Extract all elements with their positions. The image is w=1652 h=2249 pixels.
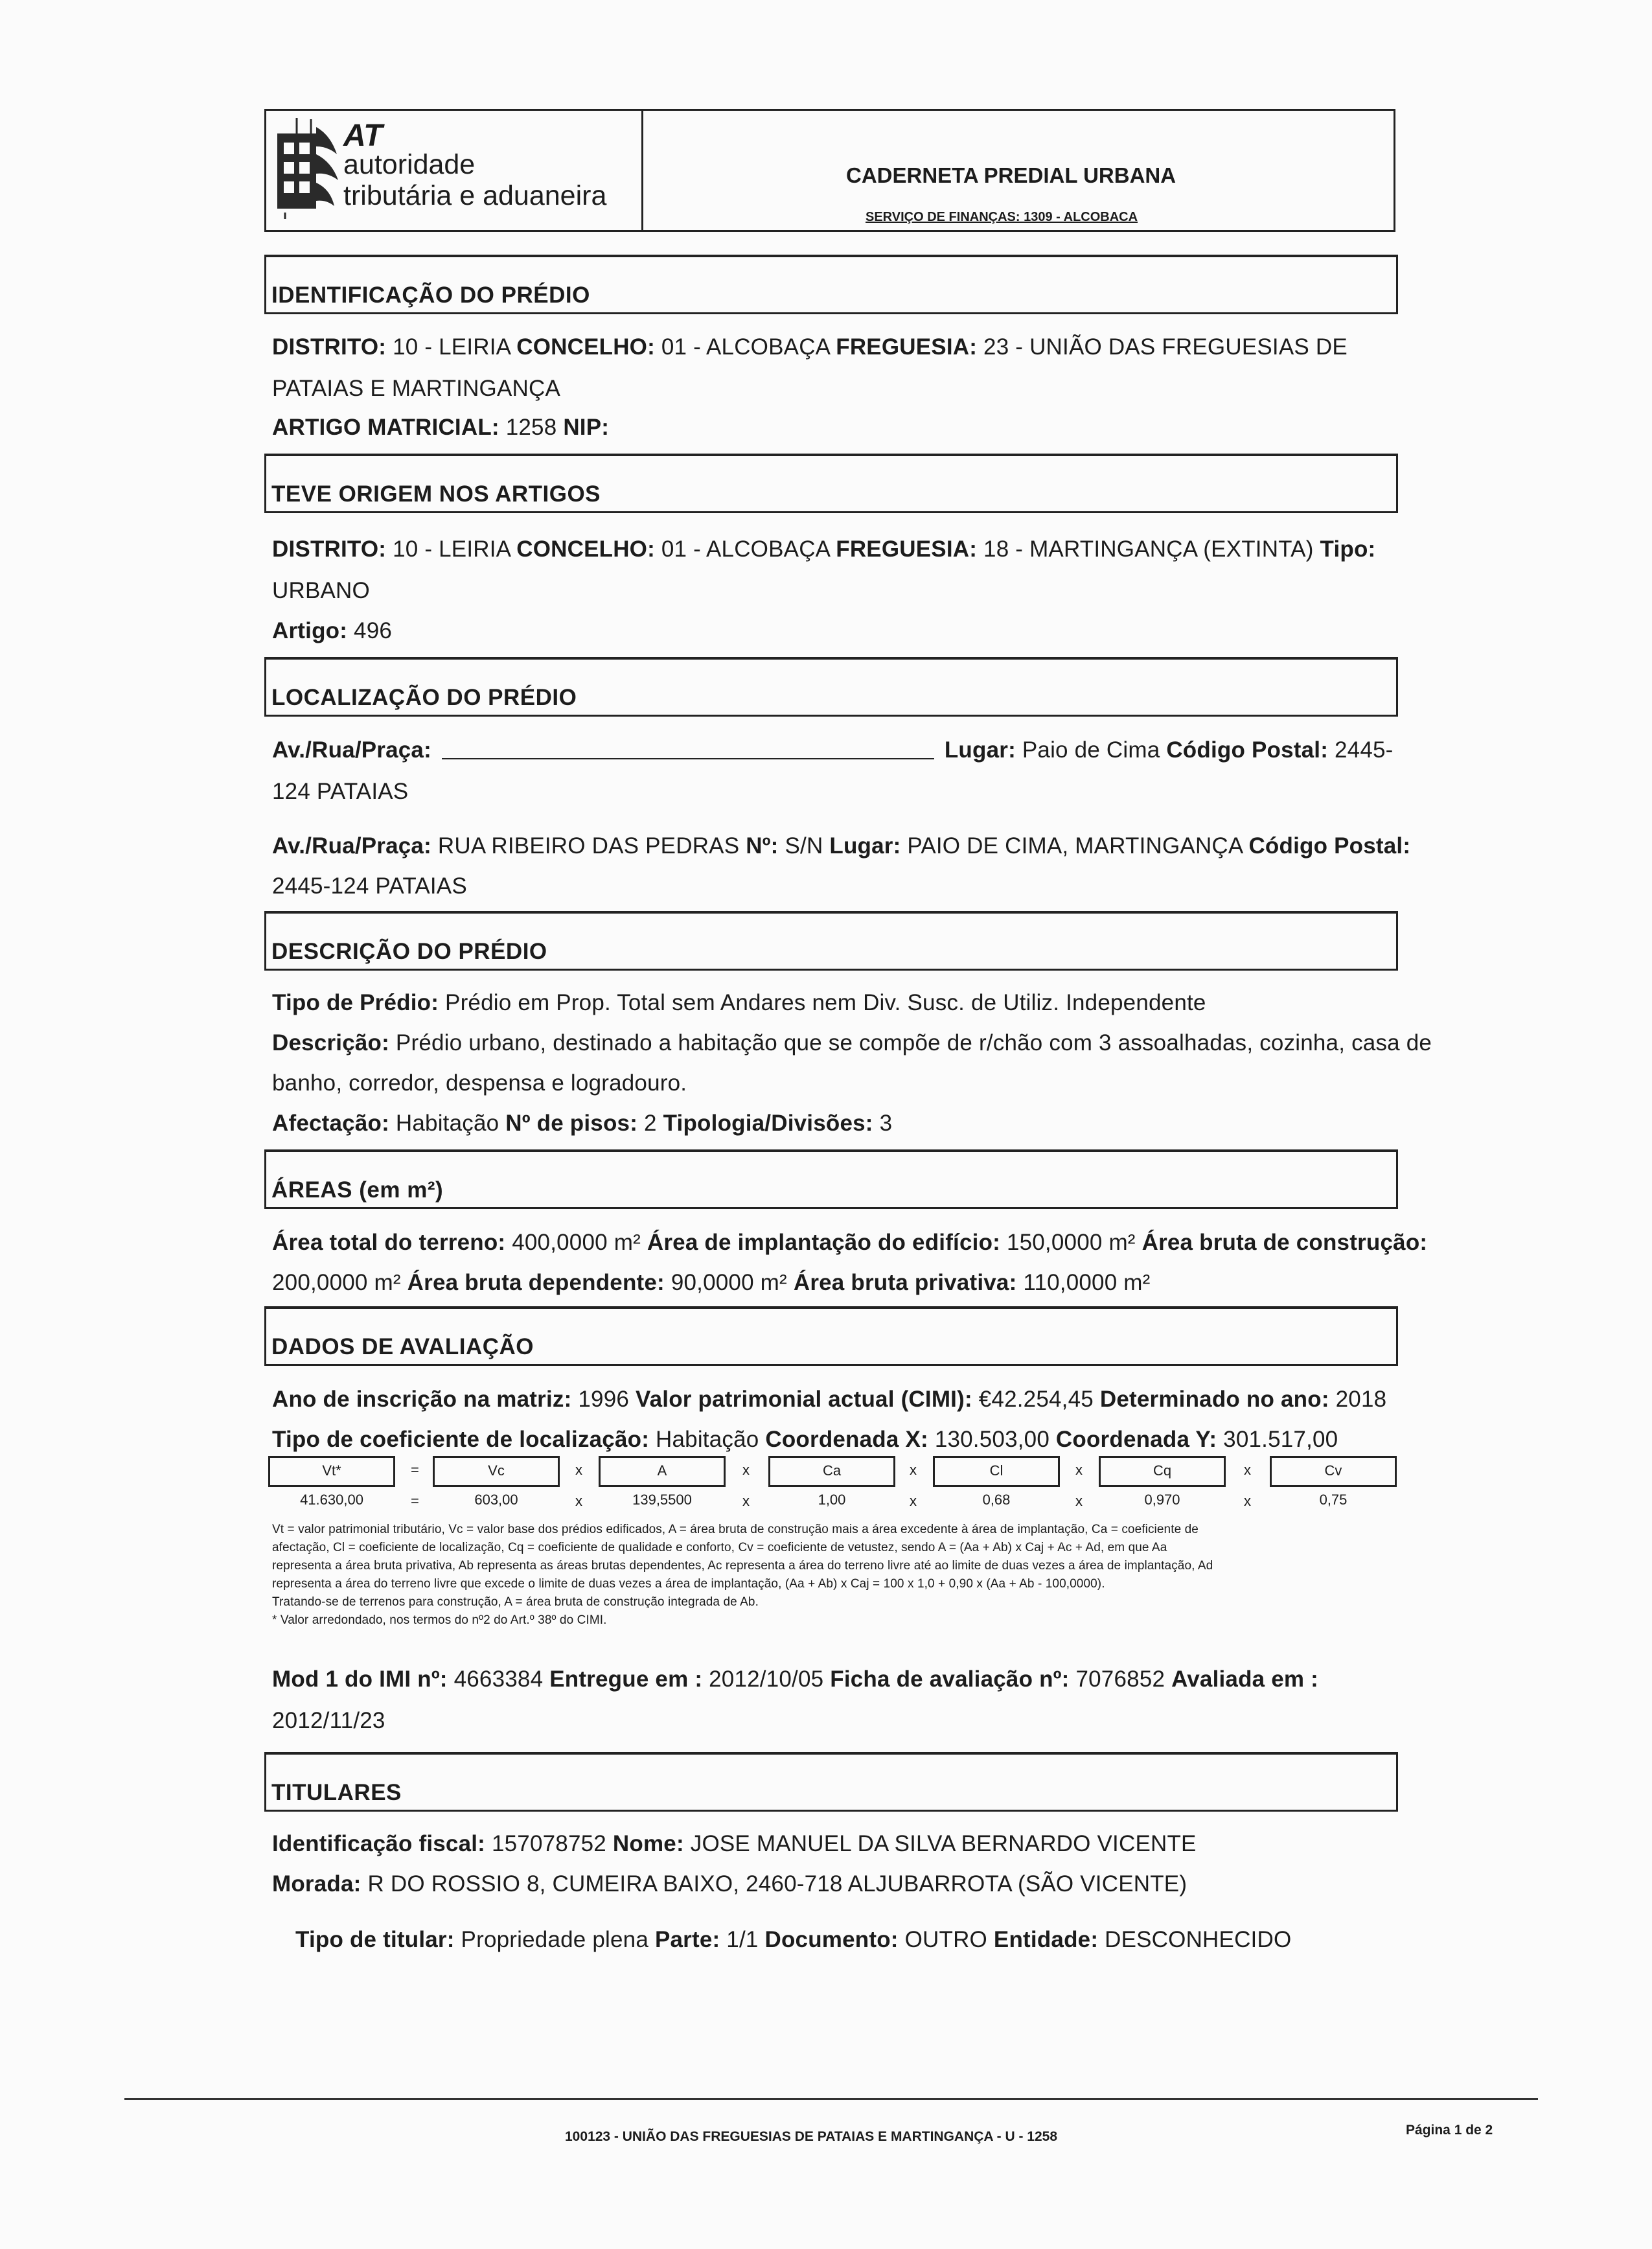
formula-op-x: x	[1075, 1462, 1083, 1478]
footer-rule	[124, 2098, 1538, 2100]
field-value: 2018	[1335, 1387, 1387, 1412]
field-label: Morada:	[272, 1871, 361, 1897]
formula-value-vt: 41.630,00	[300, 1492, 363, 1508]
section-title: LOCALIZAÇÃO DO PRÉDIO	[271, 685, 577, 710]
field-label: Entregue em :	[549, 1667, 703, 1692]
field-value: OUTRO	[904, 1927, 987, 1952]
field-label: Determinado no ano:	[1099, 1387, 1329, 1412]
formula-header-vc: Vc	[433, 1456, 560, 1487]
section-localizacao	[264, 657, 1398, 717]
field-label: CONCELHO:	[516, 334, 655, 360]
field-label: Tipo de coeficiente de localização:	[272, 1427, 650, 1452]
logo-line2: tributária e aduaneira	[343, 180, 607, 211]
field-label: FREGUESIA:	[836, 334, 978, 360]
avaliacao-mod-line2	[272, 1708, 385, 1734]
at-emblem-icon	[272, 115, 343, 219]
field-value: €42.254,45	[978, 1387, 1094, 1412]
formula-op-eq: =	[411, 1493, 419, 1509]
field-label: Afectação:	[272, 1111, 389, 1136]
field-value: Prédio em Prop. Total sem Andares nem Div. Susc. de Utiliz. Independente	[445, 990, 1206, 1015]
field-label: Área bruta privativa:	[793, 1270, 1017, 1295]
logo-at: AT	[343, 119, 383, 153]
field-value: PATAIAS E MARTINGANÇA	[272, 376, 561, 401]
formula-op-x: x	[910, 1493, 917, 1509]
field-label: Identificação fiscal:	[272, 1831, 486, 1856]
formula-value-ca: 1,00	[818, 1492, 846, 1508]
areas-line2	[272, 1270, 1151, 1296]
section-title: TEVE ORIGEM NOS ARTIGOS	[271, 481, 601, 507]
formula-header-cv: Cv	[1270, 1456, 1397, 1487]
formula-header-a: A	[599, 1456, 726, 1487]
header-divider	[641, 109, 643, 232]
descricao-line2	[272, 1030, 1432, 1056]
field-label: ARTIGO MATRICIAL:	[272, 415, 499, 440]
footer-text: 100123 - UNIÃO DAS FREGUESIAS DE PATAIAS E MARTINGANÇA - U - 1258	[565, 2129, 1058, 2144]
field-label: Entidade:	[993, 1927, 1099, 1952]
field-value: S/N	[785, 833, 823, 859]
formula-note: * Valor arredondado, nos termos do nº2 do Art.º 38º do CIMI.	[272, 1613, 607, 1627]
field-label: Área bruta de construção:	[1141, 1230, 1428, 1255]
field-value: 18 - MARTINGANÇA (EXTINTA)	[983, 536, 1314, 562]
field-label: Tipo de titular:	[295, 1927, 455, 1952]
field-label: Nº:	[746, 833, 779, 859]
section-title: IDENTIFICAÇÃO DO PRÉDIO	[271, 283, 590, 308]
field-label: NIP:	[563, 415, 610, 440]
descricao-line1	[272, 990, 1206, 1016]
field-label: CONCELHO:	[516, 536, 655, 562]
field-label: Artigo:	[272, 618, 348, 643]
localizacao-line2	[272, 779, 408, 805]
formula-header-cq: Cq	[1099, 1456, 1226, 1487]
field-label: Av./Rua/Praça:	[272, 833, 431, 859]
at-logo	[272, 115, 641, 225]
blank-underline	[442, 739, 934, 759]
localizacao-line3	[272, 833, 1410, 859]
origem-line2	[272, 578, 370, 604]
field-value: Propriedade plena	[461, 1927, 648, 1952]
field-label: Coordenada X:	[765, 1427, 928, 1452]
document-subtitle: SERVIÇO DE FINANÇAS: 1309 - ALCOBACA	[866, 210, 1138, 224]
formula-value-cq: 0,970	[1144, 1492, 1180, 1508]
field-label: Descrição:	[272, 1030, 389, 1055]
formula-op-x: x	[575, 1462, 582, 1478]
field-value: 1258	[505, 415, 557, 440]
field-label: Ano de inscrição na matriz:	[272, 1387, 572, 1412]
field-value: 1996	[578, 1387, 630, 1412]
titulares-line3	[295, 1927, 1291, 1953]
formula-op-x: x	[1075, 1493, 1083, 1509]
field-label: Tipo de Prédio:	[272, 990, 439, 1015]
section-title: DESCRIÇÃO DO PRÉDIO	[271, 939, 547, 964]
field-value: Habitação	[656, 1427, 759, 1452]
field-value: 301.517,00	[1223, 1427, 1338, 1452]
formula-op-eq: =	[411, 1462, 419, 1478]
formula-value-cv: 0,75	[1319, 1492, 1348, 1508]
field-value: 3	[879, 1111, 893, 1136]
field-value: 124 PATAIAS	[272, 779, 409, 804]
field-label: Valor patrimonial actual (CIMI):	[636, 1387, 972, 1412]
formula-op-x: x	[1244, 1462, 1251, 1478]
field-value: URBANO	[272, 578, 370, 603]
field-value: 10 - LEIRIA	[393, 334, 511, 360]
field-value: 157078752	[491, 1831, 606, 1856]
avaliacao-mod-line1	[272, 1667, 1318, 1692]
field-label: Mod 1 do IMI nº:	[272, 1667, 448, 1692]
formula-note: representa a área do terreno livre que excede o limite de duas vezes a área de implantação, (Aa + Ab) x Caj = 100 x 1,0 + 0,90 x (Aa + Ab - 100,0000).	[272, 1577, 1105, 1591]
formula-note: Vt = valor patrimonial tributário, Vc = valor base dos prédios edificados, A = área bruta de construção mais a área excedente à área de implantação, Ca = coeficiente de	[272, 1523, 1199, 1536]
formula-value-vc: 603,00	[474, 1492, 518, 1508]
field-value: 2012/11/23	[272, 1708, 385, 1733]
formula-value-a: 139,5500	[632, 1492, 692, 1508]
field-label: Ficha de avaliação nº:	[830, 1667, 1070, 1692]
field-label: Área total do terreno:	[272, 1230, 506, 1255]
section-areas	[264, 1149, 1398, 1209]
field-value: 2012/10/05	[709, 1667, 824, 1692]
formula-op-x: x	[910, 1462, 917, 1478]
formula-op-x: x	[742, 1493, 750, 1509]
field-label: Tipo:	[1320, 536, 1376, 562]
field-value: 4663384	[453, 1667, 544, 1692]
field-value: JOSE MANUEL DA SILVA BERNARDO VICENTE	[690, 1831, 1197, 1856]
field-value: 2	[644, 1111, 657, 1136]
field-label: DISTRITO:	[272, 536, 387, 562]
origem-line3	[272, 618, 392, 644]
field-label: FREGUESIA:	[836, 536, 978, 562]
field-label: Lugar:	[829, 833, 901, 859]
field-value: 23 - UNIÃO DAS FREGUESIAS DE	[983, 334, 1348, 360]
field-value: 130.503,00	[934, 1427, 1050, 1452]
document-title: CADERNETA PREDIAL URBANA	[846, 163, 1176, 187]
field-value: 7076852	[1075, 1667, 1165, 1692]
formula-header-vt: Vt*	[268, 1456, 395, 1487]
localizacao-line4	[272, 873, 467, 899]
field-value: R DO ROSSIO 8, CUMEIRA BAIXO, 2460-718 ALJUBARROTA (SÃO VICENTE)	[367, 1871, 1187, 1897]
field-value: 01 - ALCOBAÇA	[661, 334, 830, 360]
descricao-line4	[272, 1111, 892, 1136]
footer-page: Página 1 de 2	[1406, 2123, 1493, 2138]
field-value: banho, corredor, despensa e logradouro.	[272, 1070, 687, 1096]
formula-value-cl: 0,68	[982, 1492, 1011, 1508]
formula-op-x: x	[575, 1493, 582, 1509]
origem-line1	[272, 536, 1375, 562]
section-title: DADOS DE AVALIAÇÃO	[271, 1334, 534, 1359]
section-identificacao	[264, 255, 1398, 314]
formula-op-x: x	[742, 1462, 750, 1478]
areas-line1	[272, 1230, 1427, 1256]
titulares-line2	[272, 1871, 1187, 1897]
field-label: Coordenada Y:	[1055, 1427, 1217, 1452]
field-value: Prédio urbano, destinado a habitação que se compõe de r/chão com 3 assoalhadas, cozinha, casa de	[395, 1030, 1432, 1055]
formula-note: Tratando-se de terrenos para construção, A = área bruta de construção integrada de Ab.	[272, 1595, 759, 1609]
identificacao-line3	[272, 415, 609, 441]
formula-note: afectação, Cl = coeficiente de localização, Cq = coeficiente de qualidade e conforto, Cv = coeficiente de vetustez, sendo A = (Aa + Ab) x Caj + Ac + Ad, em que Aa	[272, 1541, 1167, 1554]
field-value: Habitação	[395, 1111, 499, 1136]
avaliacao-line2	[272, 1427, 1338, 1453]
field-label: DISTRITO:	[272, 334, 387, 360]
field-value: 200,0000 m²	[272, 1270, 401, 1295]
field-value: DESCONHECIDO	[1105, 1927, 1292, 1952]
field-label: Nº de pisos:	[505, 1111, 638, 1136]
field-value: 110,0000 m²	[1023, 1270, 1151, 1295]
field-label: Avaliada em :	[1171, 1667, 1319, 1692]
field-value: PAIO DE CIMA, MARTINGANÇA	[907, 833, 1243, 859]
identificacao-line1	[272, 334, 1348, 360]
field-value: 400,0000 m²	[512, 1230, 641, 1255]
field-label: Código Postal:	[1248, 833, 1411, 859]
field-value: RUA RIBEIRO DAS PEDRAS	[437, 833, 740, 859]
field-label: Lugar:	[944, 737, 1016, 763]
field-label: Área bruta dependente:	[407, 1270, 665, 1295]
localizacao-line1	[272, 737, 1394, 763]
titulares-line1	[272, 1831, 1197, 1857]
section-titulares	[264, 1752, 1398, 1812]
field-label: Parte:	[654, 1927, 720, 1952]
formula-header-ca: Ca	[768, 1456, 895, 1487]
formula-note: representa a área bruta privativa, Ab representa as áreas brutas dependentes, Ac representa a área do terreno livre até ao limite de duas vezes a área de implantação, Ad	[272, 1559, 1213, 1573]
field-label: Av./Rua/Praça:	[272, 737, 431, 763]
descricao-line3	[272, 1070, 687, 1096]
section-descricao	[264, 911, 1398, 971]
field-label: Código Postal:	[1166, 737, 1329, 763]
avaliacao-line1	[272, 1387, 1386, 1413]
section-title: TITULARES	[271, 1780, 402, 1805]
field-label: Nome:	[612, 1831, 684, 1856]
formula-op-x: x	[1244, 1493, 1251, 1509]
field-label: Tipologia/Divisões:	[663, 1111, 873, 1136]
section-title: ÁREAS (em m²)	[271, 1177, 444, 1203]
section-origem	[264, 454, 1398, 513]
section-avaliacao	[264, 1306, 1398, 1366]
field-value: 496	[354, 618, 393, 643]
logo-line1: autoridade	[343, 149, 476, 180]
field-value: 01 - ALCOBAÇA	[661, 536, 830, 562]
field-label: Documento:	[764, 1927, 899, 1952]
field-value: 1/1	[726, 1927, 759, 1952]
field-label: Área de implantação do edifício:	[647, 1230, 1000, 1255]
field-value: 150,0000 m²	[1006, 1230, 1136, 1255]
formula-header-cl: Cl	[933, 1456, 1060, 1487]
identificacao-line2	[272, 376, 560, 402]
field-value: 2445-124 PATAIAS	[272, 873, 467, 899]
field-value: Paio de Cima	[1022, 737, 1160, 763]
field-value: 2445-	[1335, 737, 1394, 763]
field-value: 90,0000 m²	[671, 1270, 787, 1295]
field-value: 10 - LEIRIA	[393, 536, 511, 562]
